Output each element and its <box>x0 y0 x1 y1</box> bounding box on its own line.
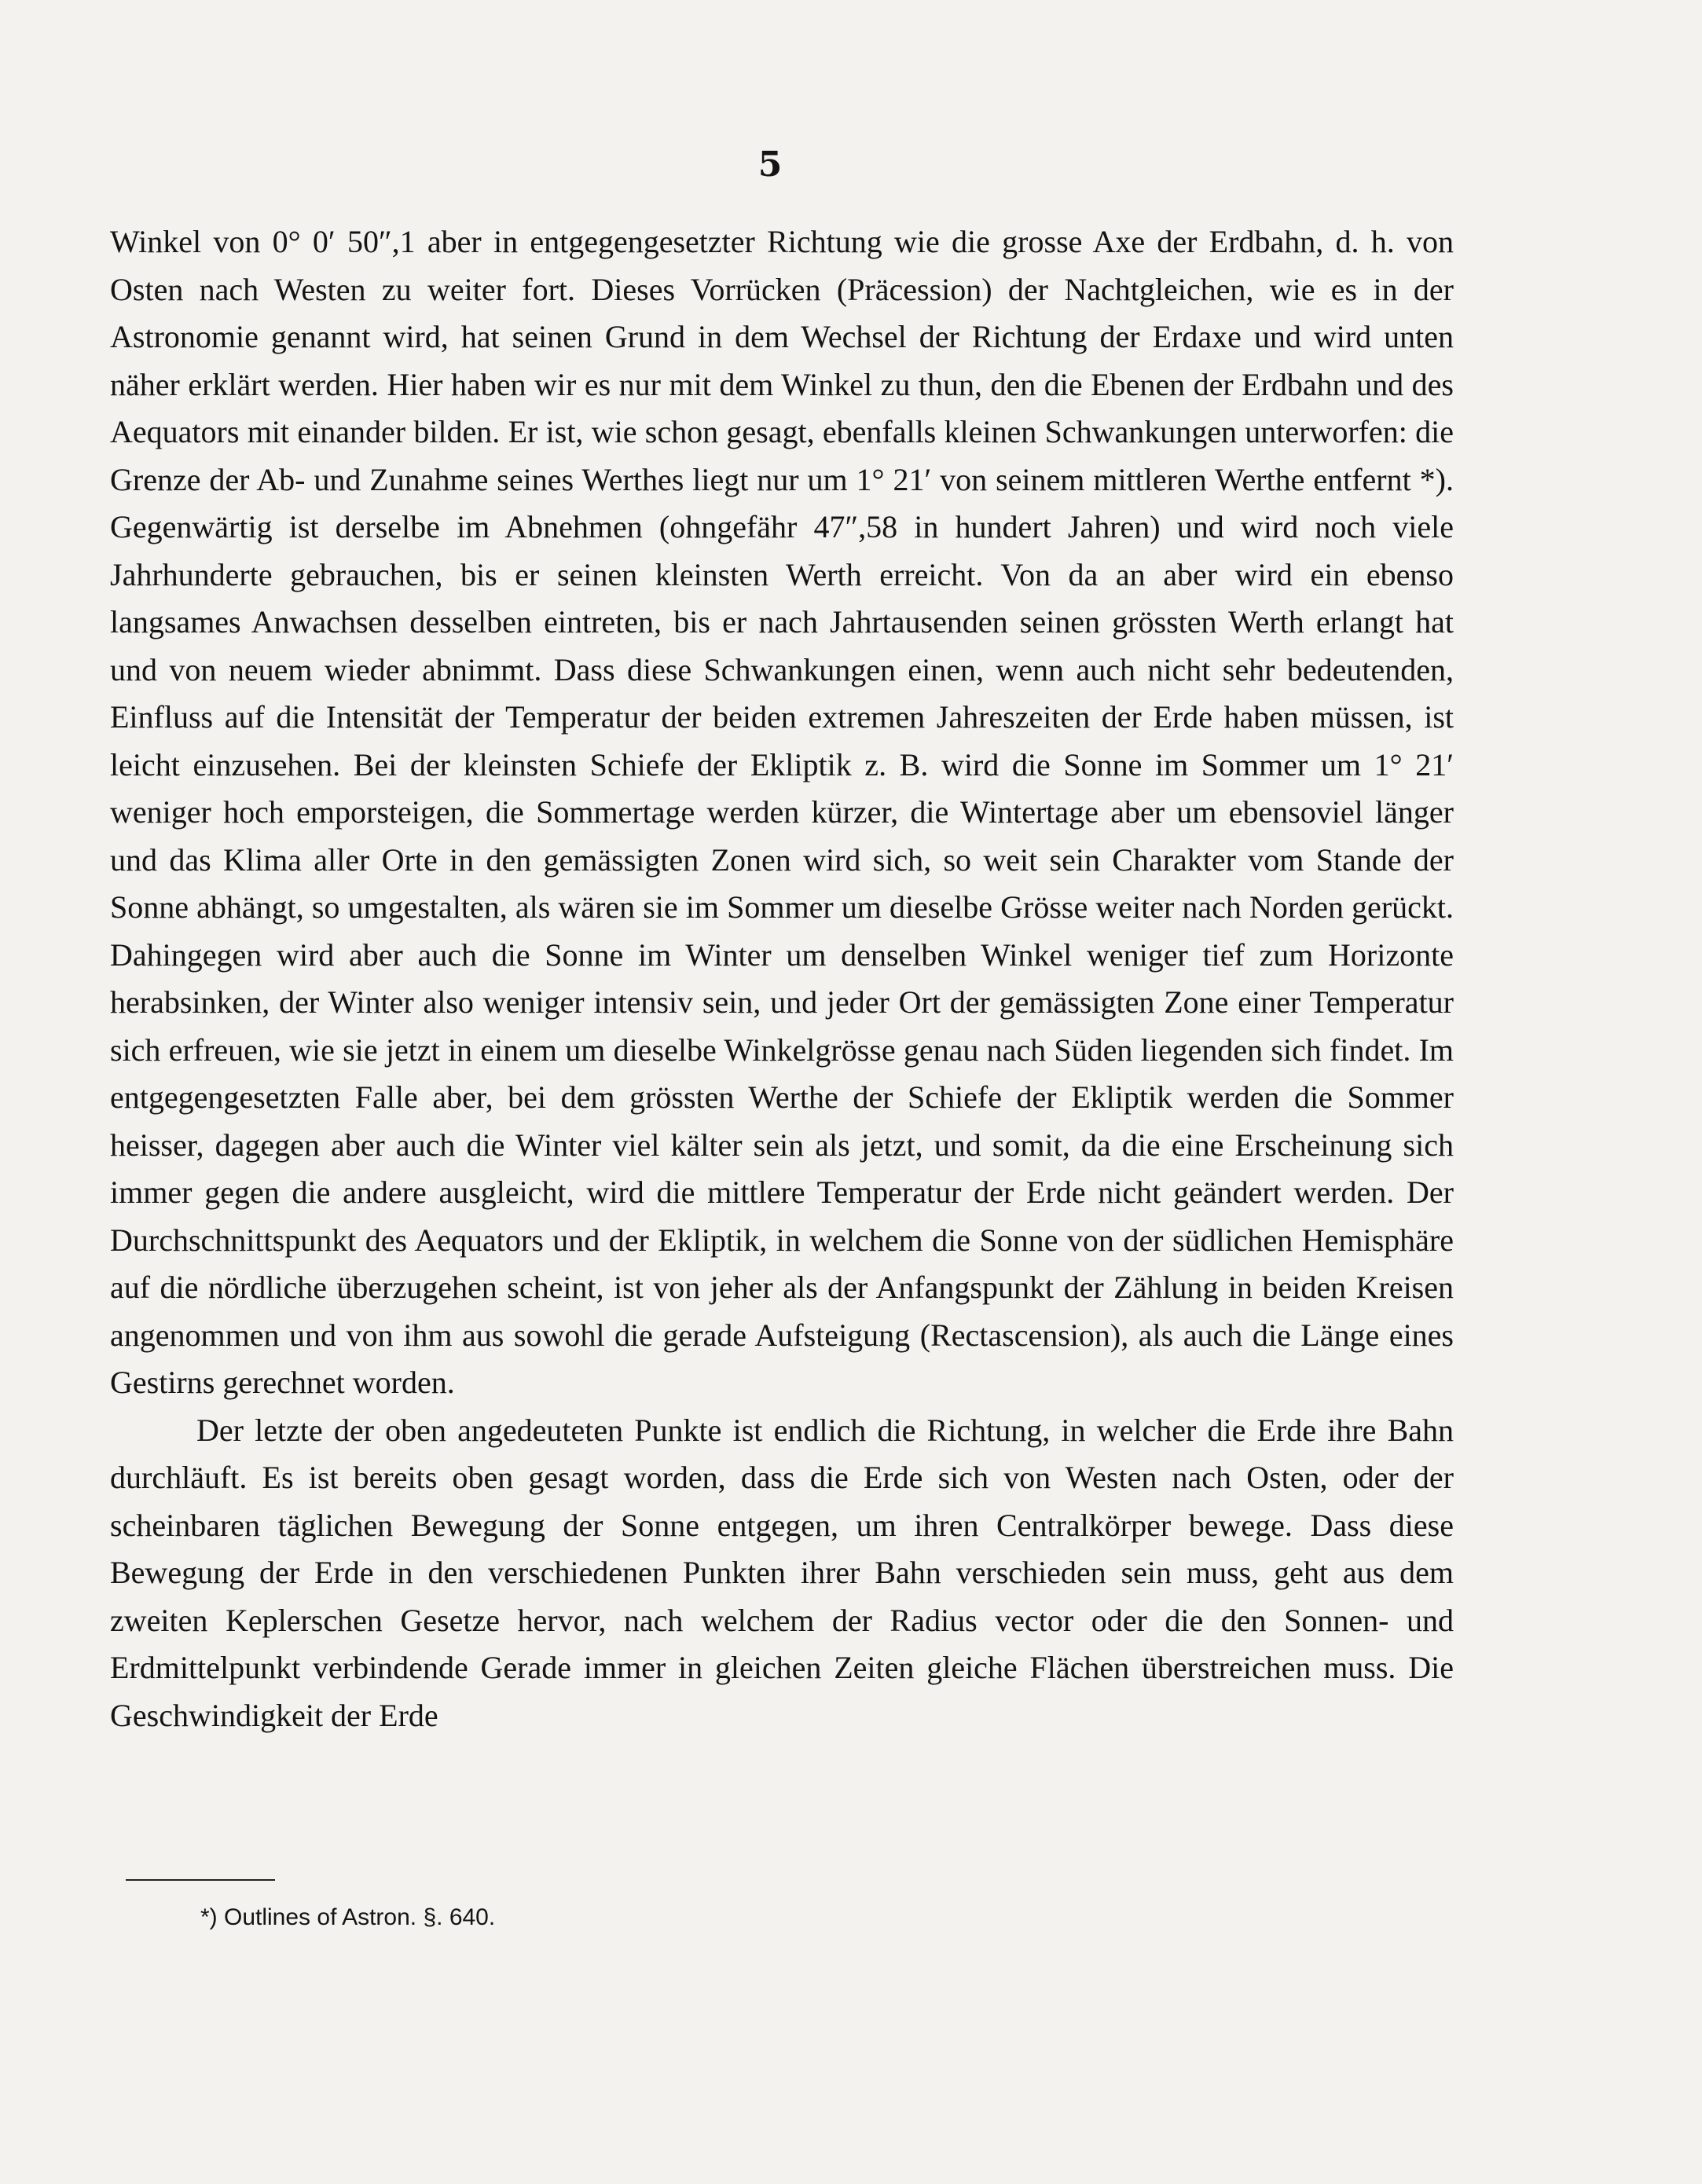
paragraph-2: Der letzte der oben angedeuteten Punkte ist endlich die Richtung, in welcher die Erde ihre Bahn durchläuft. Es ist bereits oben gesagt worden, dass die Erde sich von Westen nach Osten, oder der scheinbaren täglichen Bewegung der Sonne entgegen, um ihren Centralkörper bewege. Dass diese Bewegung der Erde in den verschiedenen Punkten ihrer Bahn verschieden sein muss, geht aus dem zweiten Keplerschen Gesetze hervor, nach welchem der Radius vector oder die den Sonnen- und Erdmittelpunkt verbindende Gerade immer in gleichen Zeiten gleiche Flächen überstreichen muss. Die Geschwindigkeit der Erde <box>110 1412 1454 1733</box>
paragraph-1: Winkel von 0° 0′ 50″,1 aber in entgegengesetzter Richtung wie die grosse Axe der Erdbahn, d. h. von Osten nach Westen zu weiter fort. Dieses Vorrücken (Präcession) der Nachtgleichen, wie es in der Astronomie genannt wird, hat seinen Grund in dem Wechsel der Richtung der Erdaxe und wird unten näher erklärt werden. Hier haben wir es nur mit dem Winkel zu thun, den die Ebenen der Erdbahn und des Aequators mit einander bilden. Er ist, wie schon gesagt, ebenfalls kleinen Schwankungen unterworfen: die Grenze der Ab- und Zunahme seines Werthes liegt nur um 1° 21′ von seinem mittleren Werthe entfernt *). Gegenwärtig ist derselbe im Abnehmen (ohngefähr 47″,58 in hundert Jahren) und wird noch viele Jahrhunderte gebrauchen, bis er seinen kleinsten Werth erreicht. Von da an aber wird ein ebenso langsames Anwachsen desselben eintreten, bis er nach Jahrtausenden seinen grössten Werth erlangt hat und von neuem wieder abnimmt. Dass diese Schwankungen einen, wenn auch nicht sehr bedeutenden, Einfluss auf die Intensität der Temperatur der beiden extremen Jahreszeiten der Erde haben müssen, ist leicht einzusehen. Bei der kleinsten Schiefe der Ekliptik z. B. wird die Sonne im Sommer um 1° 21′ weniger hoch emporsteigen, die Sommertage werden kürzer, die Wintertage aber um ebensoviel länger und das Klima aller Orte in den gemässigten Zonen wird sich, so weit sein Charakter vom Stande der Sonne abhängt, so umgestalten, als wären sie im Sommer um dieselbe Grösse weiter nach Norden gerückt. Dahingegen wird aber auch die Sonne im Winter um denselben Winkel weniger tief zum Horizonte herabsinken, der Winter also weniger intensiv sein, und jeder Ort der gemässigten Zone einer Temperatur sich erfreuen, wie sie jetzt in einem um dieselbe Winkelgrösse genau nach Süden liegenden sich findet. Im entgegengesetzten Falle aber, bei dem grössten Werthe der Schiefe der Ekliptik werden die Sommer heisser, dagegen aber auch die Winter viel kälter sein als jetzt, und somit, da die eine Erscheinung sich immer gegen die andere ausgleicht, wird die mittlere Temperatur der Erde nicht geändert werden. Der Durchschnittspunkt des Aequators und der Ekliptik, in welchem die Sonne von der südlichen Hemisphäre auf die nördliche überzugehen scheint, ist von jeher als der Anfangspunkt der Zählung in beiden Kreisen angenommen und von ihm aus sowohl die gerade Aufsteigung (Rectascension), als auch die Länge eines Gestirns gerechnet worden. <box>110 224 1454 1400</box>
footnote: *) Outlines of Astron. §. 640. <box>200 1904 496 1930</box>
body-text <box>110 218 1454 1739</box>
page-number: 5 <box>757 145 783 185</box>
footnote-divider <box>126 1879 275 1881</box>
